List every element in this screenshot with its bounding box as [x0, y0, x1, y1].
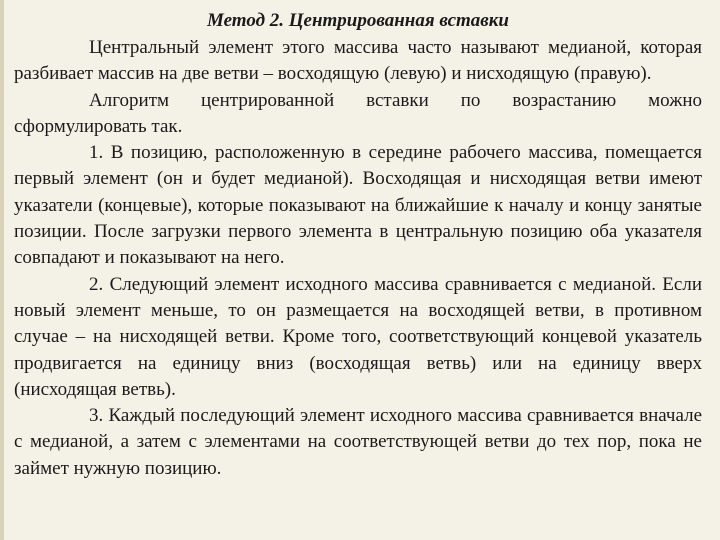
slide-title: Метод 2. Центрированная вставки: [207, 10, 509, 31]
paragraph-algorithm-intro: Алгоритм центрированной вставки по возрастанию можно сформулировать так.: [14, 89, 702, 137]
left-border-decoration: [0, 0, 4, 540]
paragraph-step-3: 3. Каждый последующий элемент исходного массива сравнивается вначале с медианой, а затем с элементами на соответствующей ветви до тех пор, пока не займет нужную позицию.: [14, 405, 702, 479]
paragraph-median: Центральный элемент этого массива часто называют медианой, которая разбивает массив на две ветви – восходящую (левую) и нисходящую (правую).: [14, 37, 702, 85]
paragraph-step-2: 2. Следующий элемент исходного массива сравнивается с медианой. Если новый элемент меньше, то он размещается на восходящей ветви, в противном случае – на нисходящей ветви. Кроме того, соответствующий концевой указатель продвигается на единицу вниз (восходящая ветвь) или на единицу вверх (нисходящая ветвь).: [14, 273, 702, 400]
paragraph-step-1: 1. В позицию, расположенную в середине рабочего массива, помещается первый элемент (он и будет медианой). Восходящая и нисходящая ветви имеют указатели (концевые), которые показывают на ближайшие к началу и концу занятые позиции. После загрузки первого элемента в центральную позицию оба указателя совпадают и показывают на него.: [14, 142, 702, 269]
